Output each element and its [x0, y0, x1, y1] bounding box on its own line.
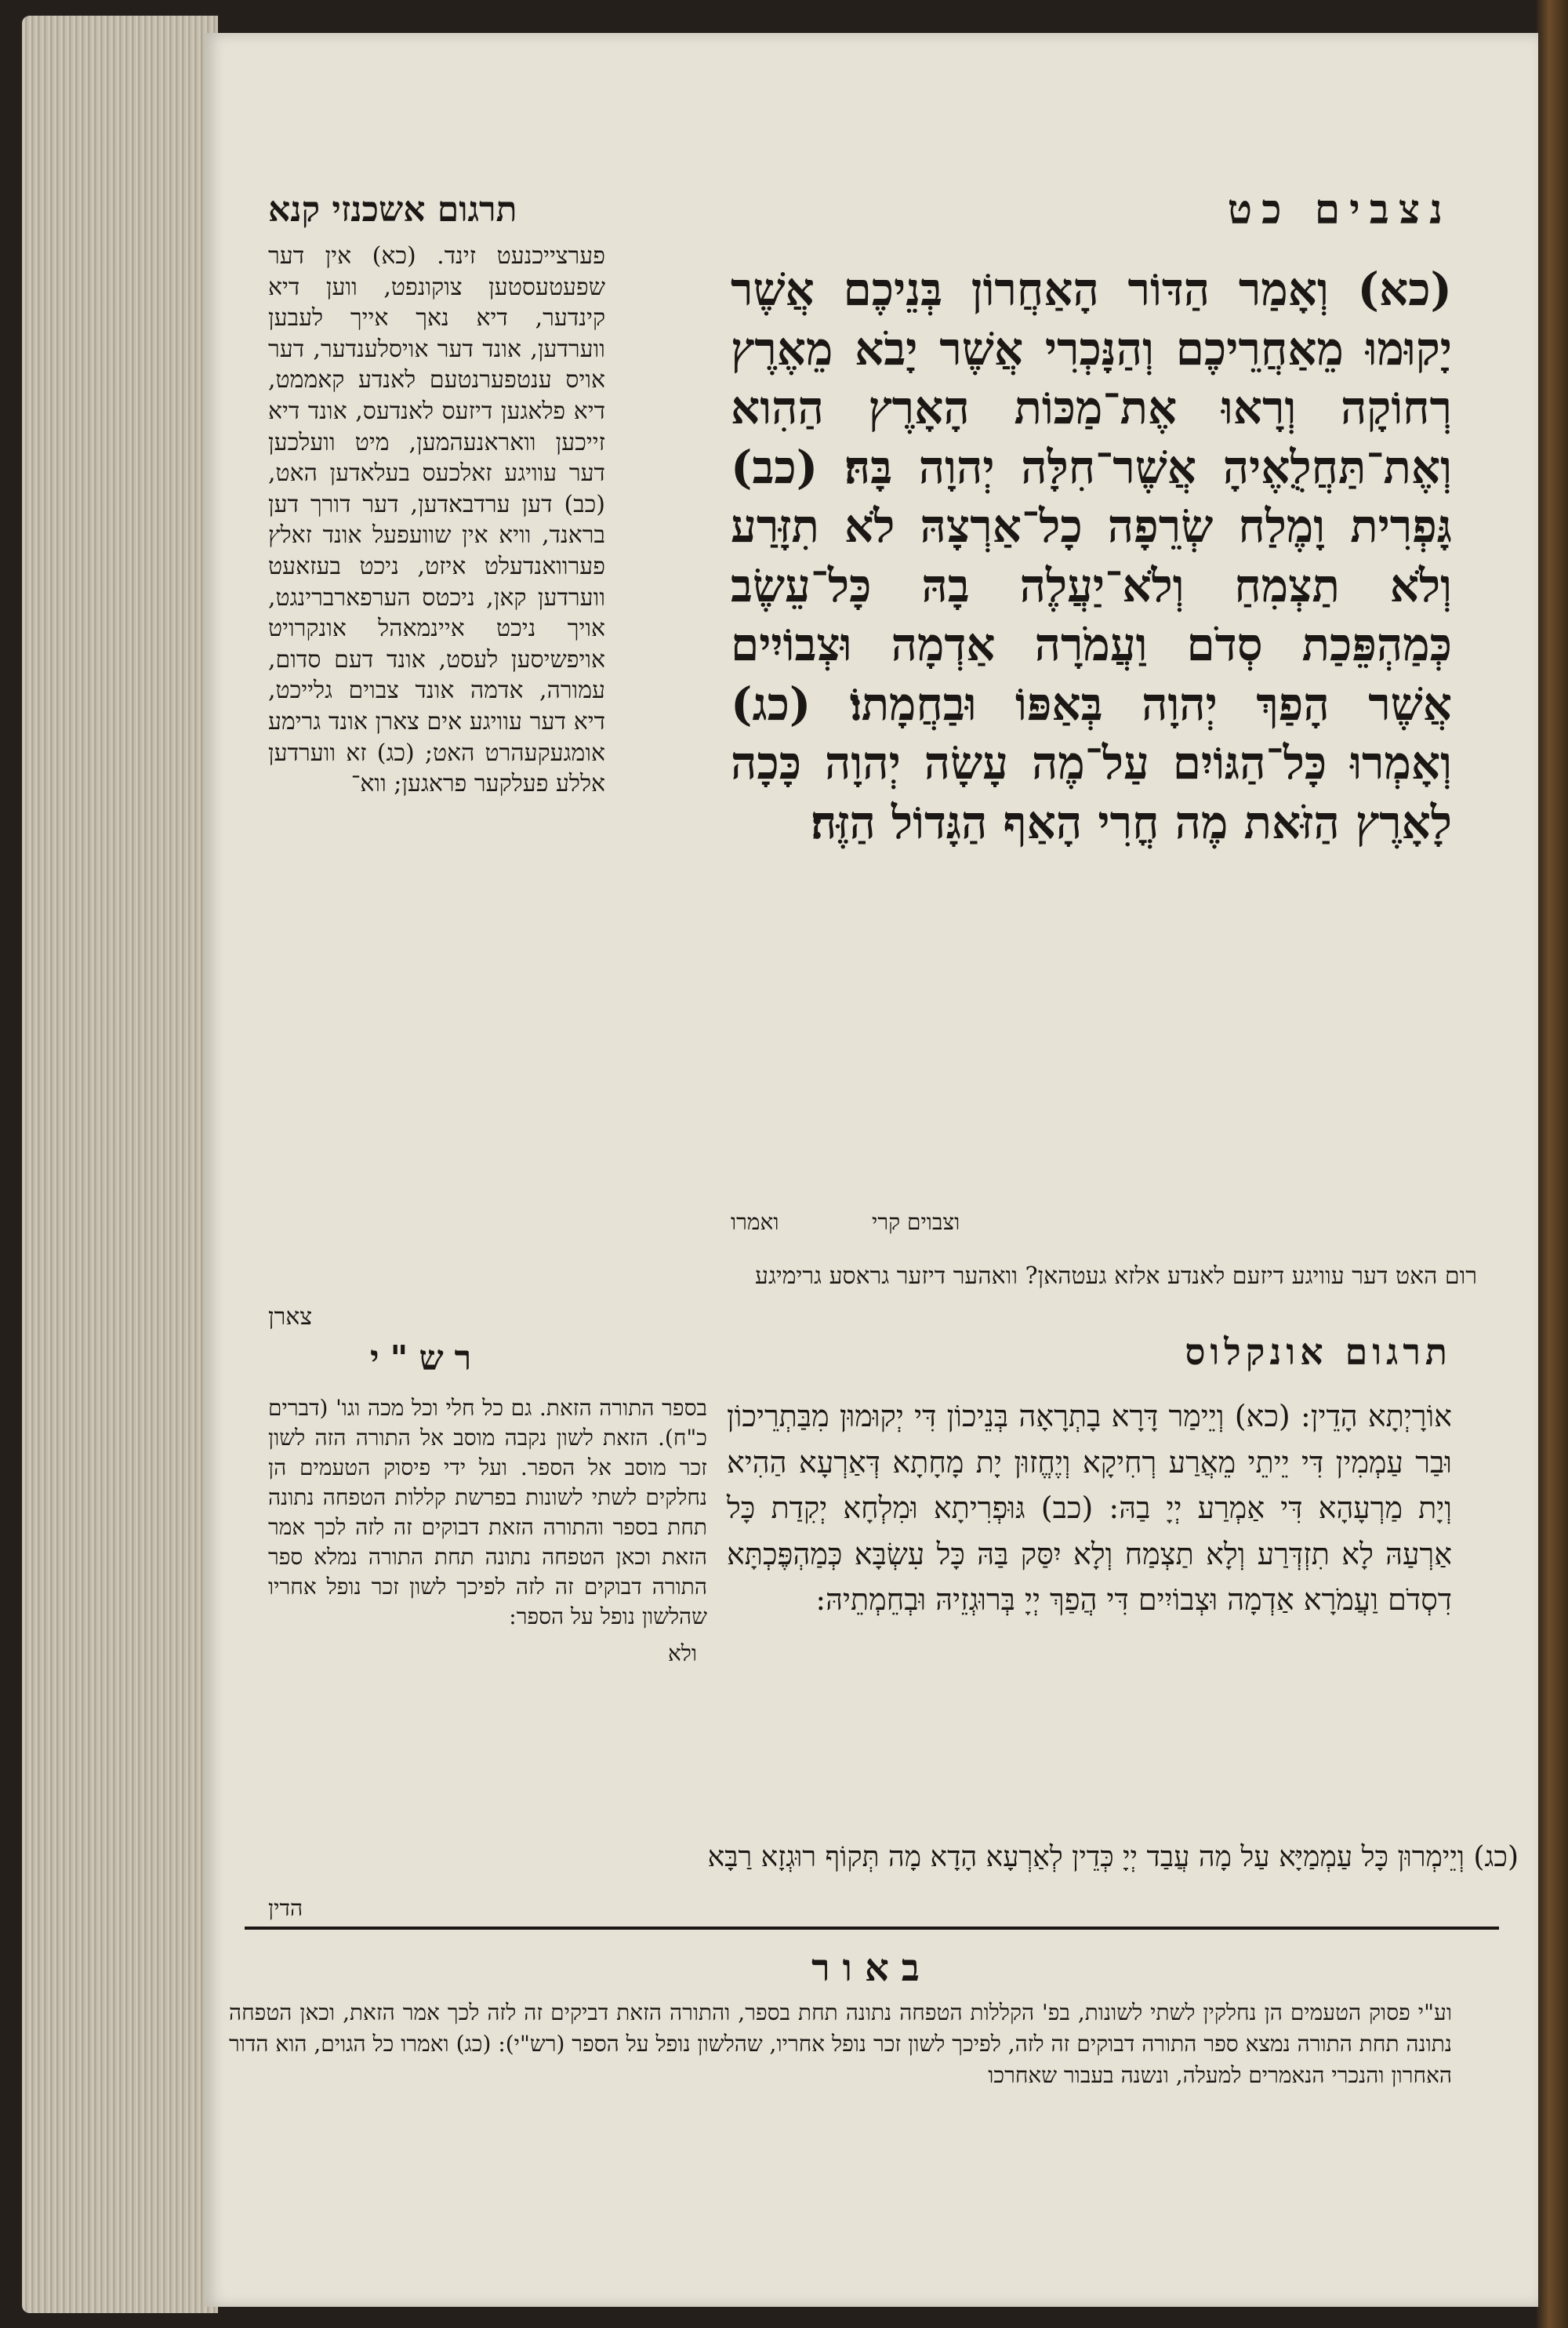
- onkelos-catchword: הדין: [268, 1895, 303, 1921]
- onkelos-text: אוֹרָיְתָא הָדֵין: (כא) וְיֵימַר דָּרָא בָתְרָאָה בְּנֵיכוֹן דִּי יְקוּמוּן מִבַּתְרֵיכוֹן וּבַר עַמְמִין דִּי יֵיתֵי מֵאֲרַע רְחִיקָא וְיֶחֱזוּן יָת מָחָתָא דְּאַרְעָא הַהִיא וְיָת מַרְעָהָא דִּי אַמְרַע יְיָ בַהּ: (כב) גּוּפְרִיתָא וּמִלְחָא יְקִדַת כָּל אַרְעַהּ לָא תִזְדְּרַע וְלָא תַצְמַח וְלָא יִסַּק בַּהּ כָּל עִשְׂבָּא כְּמַהְפֶּכְתָּא דִסְדֹם וַעֲמֹרָא אַדְמָה וּצְבוֹיִים דִּי הֲפַךְ יְיָ בְּרוּגְזֵיהּ וּבְחֵמְתֵיהּ:: [727, 1399, 1452, 1617]
- rashi-heading: רש"י: [370, 1338, 483, 1378]
- yiddish-translation-column: פערצייכנעט זינד. (כא) אין דער שפעטעסטען צוקונפט, ווען דיא קינדער, דיא נאך אייך לעבען ווערדען, אונד דער אויסלענדער, דער אויס ענטפערנטעם לאנדע קאממט, דיא פלאגען דיזעס לאנדעס, אונד דיא זייכען וואראנעהמען, מיט וועלכען דער עוויגע זאלכעס בעלאדען האט, (כב) דען ערדבאדען, דער דורך דען בראנד, וויא אין שוועפעל אונד זאלץ פערוואנדעלט איזט, ניכט בעזאעט ווערדען קאן, ניכטס הערפארברינגט, אויך ניכט איינמאהל אונקרויט אויפשיסען לעסט, אונד דעם סדום, עמורה, אדמה אונד צבוים גלייכט, דיא דער עוויגע אים צארן אונד גרימע אומגעקעהרט האט; (כג) זא ווערדען אללע פעלקער פראגען; ווא־: [268, 242, 605, 798]
- section-divider-rule: [245, 1927, 1499, 1930]
- book-page-edges: [22, 16, 218, 2313]
- rashi-catchword: ולא: [668, 1640, 698, 1666]
- onkelos-heading: תרגום אונקלוס: [1185, 1331, 1452, 1373]
- rashi-text: בספר התורה הזאת. גם כל חלי וכל מכה וגו' (דברים כ"ח). הזאת לשון נקבה מוסב אל התורה הזה לשון זכר מוסב אל הספר. ועל ידי פיסוק הטעמים הן נחלקים לשתי לשונות בפרשת קללות הטפחה נתונה תחת בספר והתורה הזאת דבוקים זה לזה לכך אמר הזאת וכאן הטפחה נתונה תחת התורה נמלא ספר התורה דבוקים זה לזה לפיכך לשון זכר נופל אחריו שהלשון נופל על הספר:: [268, 1395, 707, 1629]
- running-header-page-number: תרגום אשכנזי קנא: [268, 190, 517, 230]
- kri-note-left: ואמרו: [731, 1209, 779, 1235]
- biur-commentary-text: וע"י פסוק הטעמים הן נחלקין לשתי לשונות, בפ' הקללות הטפחה נתונה תחת בספר, והתורה הזאת דביקים זה לזה לכך אמר הזאת, וכאן הטפחה נתונה תחת התורה נמצא ספר התורה דבוקים זה לזה, לפיכך לשון זכר נופל אחריו, שהלשון נופל על הספר (רש"י): (כג) ואמרו כל הגוים, הוא הדור האחרון והנכרי הנאמרים למעלה, ונשנה בעבור שאחרכו: [229, 1999, 1452, 2088]
- kri-note-right: וצבוים קרי: [872, 1209, 960, 1235]
- book-cover-edge: [1537, 0, 1568, 2328]
- yiddish-catchword: צארן: [268, 1303, 313, 1331]
- torah-verses-text: (כא) וְאָמַר הַדּוֹר הָאַחֲרוֹן בְּנֵיכֶם אֲשֶׁר יָקוּמוּ מֵאַחֲרֵיכֶם וְהַנָּכְרִי אֲשֶׁר יָבֹא מֵאֶרֶץ רְחוֹקָה וְרָאוּ אֶת־מַכּוֹת הָאָרֶץ הַהִוא וְאֶת־תַּחֲלֻאֶיהָ אֲשֶׁר־חִלָּה יְהוָה בָּהּ׃ (כב) גָּפְרִית וָמֶלַח שְׂרֵפָה כָל־אַרְצָהּ לֹא תִזָּרַע וְלֹא תַצְמִחַ וְלֹא־יַעֲלֶה בָהּ כָּל־עֵשֶׂב כְּמַהְפֵּכַת סְדֹם וַעֲמֹרָה אַדְמָה וּצְבוֹיִים אֲשֶׁר הָפַךְ יְהוָה בְּאַפּוֹ וּבַחֲמָתוֹ׃ (כג) וְאָמְרוּ כָּל־הַגּוֹיִם עַל־מֶה עָשָׂה יְהוָה כָּכָה לָאָרֶץ הַזֹּאת מֶה חֳרִי הָאַף הַגָּדוֹל הַזֶּה׃: [731, 263, 1452, 849]
- running-header-parasha: נצבים כט: [1227, 186, 1452, 234]
- yiddish-translation-continuation: רום האט דער עוויגע דיזעם לאנדע אלזא געטהאן? וואהער דיזער גראסע גרימיגע: [755, 1262, 1477, 1290]
- biur-heading: באור: [811, 1946, 932, 1990]
- book-page: [205, 33, 1538, 2307]
- onkelos-text-continuation: (כג) וְיֵימְרוּן כָּל עַמְמַיָּא עַל מָה עֲבַד יְיָ כְּדֵין לְאַרְעָא הָדָא מָה תְּקוֹף רוּגְזָא רַבָּא: [707, 1841, 1519, 1873]
